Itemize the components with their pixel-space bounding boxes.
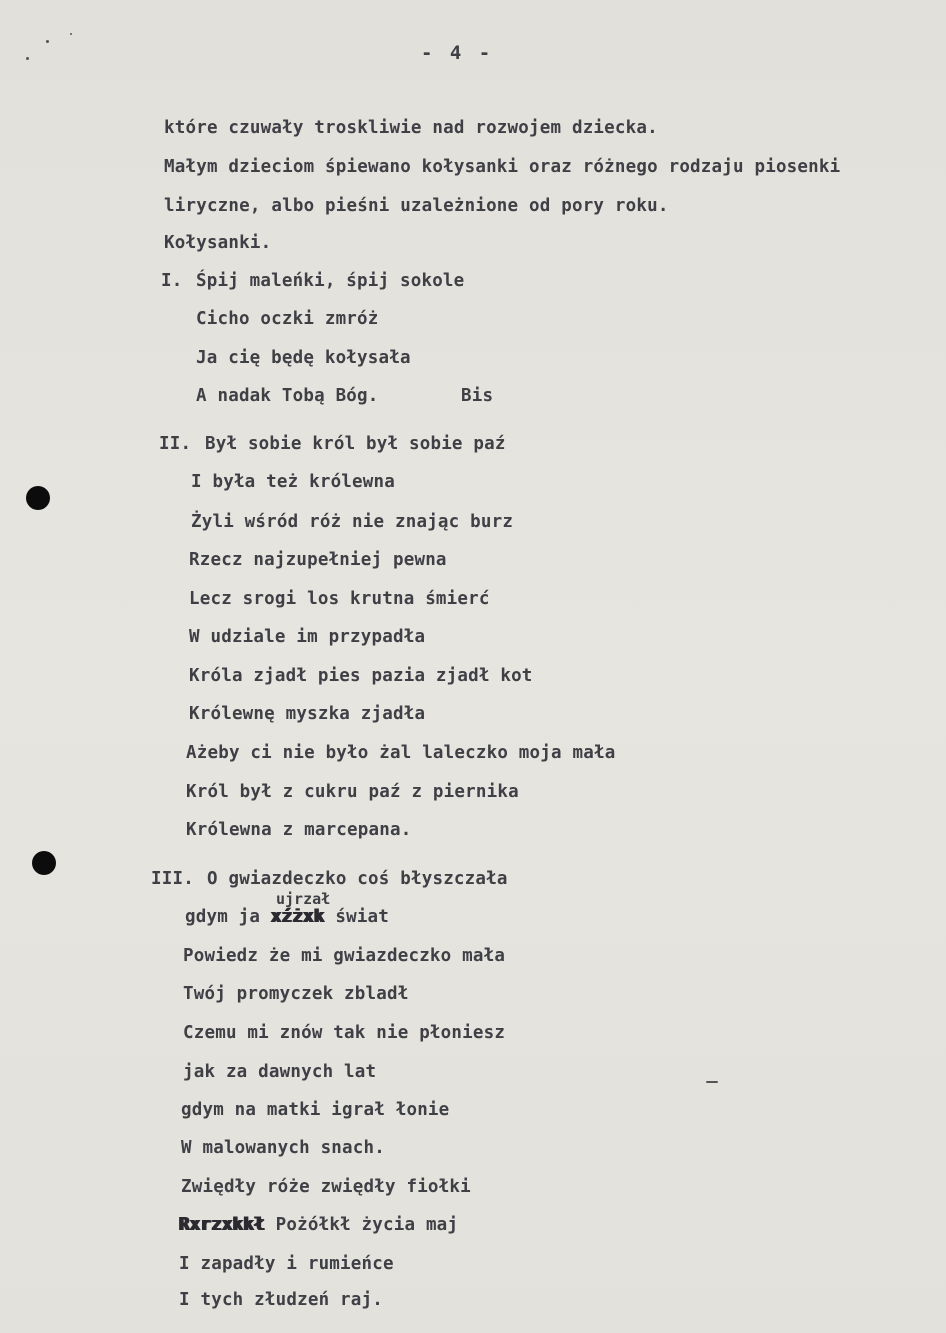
song1-line-2: Cicho oczki zmróż: [196, 309, 379, 329]
song3-line-3: Powiedz że mi gwiazdeczko mała: [183, 946, 506, 966]
song3-line-4: Twój promyczek zbladł: [183, 984, 409, 1004]
song3-line-8: W malowanych snach.: [181, 1138, 385, 1158]
song2-line-7: Króla zjadł pies pazia zjadł kot: [189, 666, 533, 686]
song1-line-4: A nadak Tobą Bóg.: [196, 386, 379, 406]
song3-line-6: jak za dawnych lat: [183, 1062, 377, 1082]
handwritten-insertion: ujrzał: [276, 890, 331, 908]
song3-line-2: [185, 907, 389, 927]
bis-marker: Bis: [461, 386, 494, 406]
song3-line-5: Czemu mi znów tak nie płoniesz: [183, 1023, 506, 1043]
song3-line-11: I zapadły i rumieńce: [179, 1254, 394, 1274]
ink-speck: [26, 57, 29, 60]
ink-speck: [46, 40, 49, 43]
punch-hole: [32, 851, 56, 875]
song2-line-4: Rzecz najzupełniej pewna: [189, 550, 447, 570]
song1-line-1: Śpij maleńki, śpij sokole: [196, 271, 465, 291]
song3-line-9: Zwiędły róże zwiędły fiołki: [181, 1177, 471, 1197]
struck-out-word: Rxrzxkkł: [179, 1215, 265, 1235]
struck-out-word: xźżxk: [270, 907, 325, 927]
song2-line-8: Królewnę myszka zjadła: [189, 704, 426, 724]
song3-line-2-end: świat: [335, 907, 390, 927]
song2-line-6: W udziale im przypadła: [189, 627, 426, 647]
song-number-2: II.: [159, 434, 192, 454]
ink-speck: [70, 33, 72, 35]
song2-line-9: Ażeby ci nie było żal laleczko moja mała: [186, 743, 616, 763]
song-number-3: III.: [151, 869, 194, 889]
section-heading: Kołysanki.: [164, 233, 272, 253]
song2-line-1: Był sobie król był sobie paź: [205, 434, 506, 454]
punch-hole: [26, 486, 50, 510]
song2-line-2: I była też królewna: [191, 472, 395, 492]
song3-line-12: I tych złudzeń raj.: [179, 1290, 383, 1310]
page-number: - 4 -: [421, 42, 494, 64]
prose-line-2: Małym dzieciom śpiewano kołysanki oraz różnego rodzaju piosenki: [164, 157, 841, 177]
song2-line-3: Żyli wśród róż nie znając burz: [191, 512, 514, 532]
song3-line-2-start: gdym ja: [185, 907, 261, 927]
song3-line-1: O gwiazdeczko coś błyszczała: [207, 869, 508, 889]
song2-line-5: Lecz srogi los krutna śmierć: [189, 589, 490, 609]
song1-line-3: Ja cię będę kołysała: [196, 348, 411, 368]
song-number-1: I.: [161, 271, 183, 291]
song3-line-10: [179, 1215, 458, 1235]
song3-line-7: gdym na matki igrał łonie: [181, 1100, 450, 1120]
prose-line-1: które czuwały troskliwie nad rozwojem dziecka.: [164, 118, 658, 138]
ink-mark: [706, 1081, 718, 1083]
song2-line-11: Królewna z marcepana.: [186, 820, 412, 840]
song3-line-10-end: Pożółkł życia maj: [275, 1215, 459, 1235]
prose-line-3: liryczne, albo pieśni uzależnione od pory roku.: [164, 196, 669, 216]
song2-line-10: Król był z cukru paź z piernika: [186, 782, 519, 802]
